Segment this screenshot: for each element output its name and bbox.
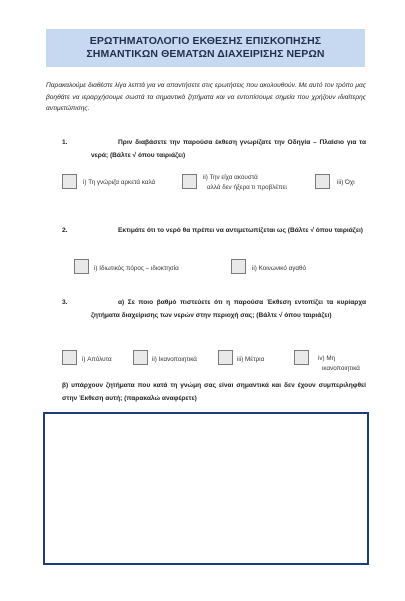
q3-option-3-label: iii) Μέτρια xyxy=(237,356,265,363)
q2-text: Εκτιμάτε ότι το νερό θα πρέπει να αντιμετωπίζεται ως (Βάλτε √ όπου ταιριάζει) xyxy=(118,227,363,234)
q2-option-2-checkbox[interactable] xyxy=(231,259,246,274)
q1-option-3-label: iii) Όχι xyxy=(337,179,355,186)
q3-text-b: β) υπάρχουν ζητήματα που κατά τη γνώμη σας είναι σημαντικά και δεν έχουν συμπεριληφθεί στην Έκθεση αυτή; (παρακαλώ αναφέρετε) xyxy=(62,382,366,402)
q1-option-2-label-line-1: ii) Την είχα ακουστά xyxy=(203,174,258,181)
q1-number: 1. xyxy=(62,139,68,146)
title-line-2: ΣΗΜΑΝΤΙΚΩΝ ΘΕΜΑΤΩΝ ΔΙΑΧΕΙΡΙΣΗΣ ΝΕΡΩΝ xyxy=(86,48,325,60)
q2-number: 2. xyxy=(62,227,68,234)
q3-option-2-checkbox[interactable] xyxy=(133,350,148,365)
q3-answer-textbox[interactable] xyxy=(43,412,369,565)
q3-number: 3. xyxy=(62,299,68,306)
title-line-1: ΕΡΩΤΗΜΑΤΟΛΟΓΙΟ ΕΚΘΕΣΗΣ ΕΠΙΣΚΟΠΗΣΗΣ xyxy=(89,35,322,47)
q1-option-1-checkbox[interactable] xyxy=(62,174,77,189)
q1-text: Πριν διαβάσετε την παρούσα έκθεση γνωρίζατε την Οδηγία – Πλαίσιο για τα νερά; (Βάλτε √ όπου ταιριάζει) xyxy=(91,139,366,159)
q3-option-4-label-line-2: ικανοποιητικά xyxy=(322,365,360,372)
q2-option-2-label: ii) Κοινωνικό αγαθό xyxy=(252,265,307,272)
q2-option-1-checkbox[interactable] xyxy=(74,259,89,274)
q3-option-3-checkbox[interactable] xyxy=(218,350,233,365)
q3-option-1-checkbox[interactable] xyxy=(62,350,77,365)
q2-option-1-label: i) Ιδιωτικός πόρος – ιδιοκτησία xyxy=(94,265,179,272)
q3-option-4-label-line-1: iv) Μη xyxy=(318,355,336,362)
q1-option-2-checkbox[interactable] xyxy=(182,174,197,189)
q1-option-3-checkbox[interactable] xyxy=(315,174,330,189)
q3-option-2-label: ii) Ικανοποιητικά xyxy=(152,356,197,363)
q1-option-2-label-line-2: αλλά δεν ήξερα τι προβλέπει xyxy=(207,184,287,191)
intro-paragraph: Παρακαλούμε διαθέστε λίγα λεπτά για να απαντήσετε στις ερωτήσεις που ακολουθούν. Με αυτό τον τρόπο μας βοηθάτε να ιεραρχήσουμε σωστά τα σημαντικά ζητήματα και να εντοπίσουμε σημεία που χρήζουν ιδιαίτερης αντιμετώπισης. xyxy=(46,82,366,112)
q3-option-1-label: i) Απόλυτα xyxy=(82,356,112,363)
q3-text-a: α) Σε ποιο βαθμό πιστεύετε ότι η παρούσα Έκθεση εντοπίζει τα κυρίαρχα ζητήματα διαχείρισης των νερών στην περιοχή σας; (Βάλτε √ όπου ταιριάζει) xyxy=(91,299,366,319)
title-banner xyxy=(46,29,365,67)
q3-option-4-checkbox[interactable] xyxy=(294,350,309,365)
q1-option-1-label: i) Τη γνώριζα αρκετά καλά xyxy=(83,179,156,186)
